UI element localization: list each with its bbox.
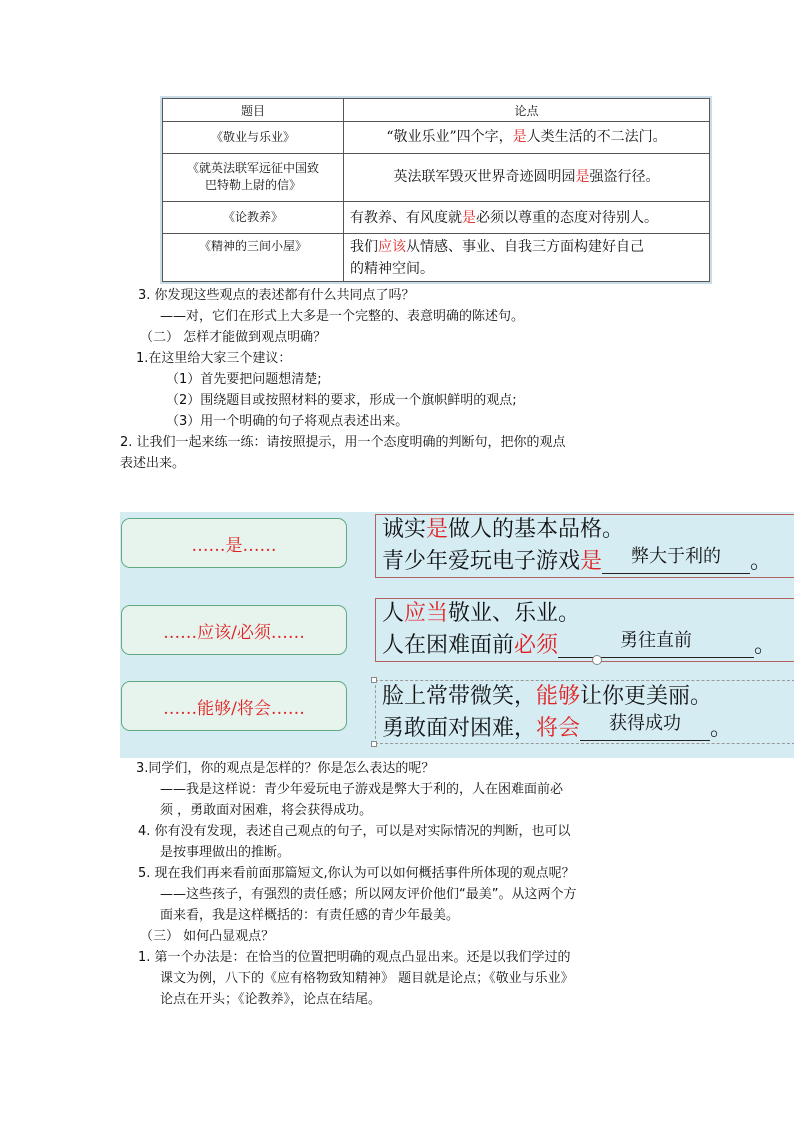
sentence-end: 。: [754, 633, 777, 658]
row-thesis: [344, 153, 710, 201]
fill-blank-1[interactable]: [602, 547, 750, 574]
row-title: 《敬业与乐业》: [163, 122, 344, 154]
suggestion-1: （1）首先要把问题想清楚;: [166, 372, 322, 387]
box2-line2: [382, 631, 776, 661]
question-5-line1: 5. 现在我们再来看前面那篇短文,你认为可以如何概括事件所体现的观点呢？: [138, 866, 575, 881]
answer-3b-line1: ——我是这样说：青少年爱玩电子游戏是弊大于利的，人在困难面前必: [160, 782, 564, 797]
pill-nenggou-jianghui: ……能够/将会……: [121, 681, 347, 731]
row-thesis: [344, 202, 710, 234]
question-5-line2: ——这些孩子，有强烈的责任感；所以网友评价他们“最美”。从这两个方: [160, 887, 577, 902]
thesis-text: 从情感、事业、自我三方面构建好自己: [406, 238, 644, 255]
sentence-text: 诚实: [382, 517, 427, 542]
keyword: 是: [426, 517, 449, 542]
table-row: [163, 153, 710, 201]
rotate-handle[interactable]: [592, 655, 602, 665]
sentence-text: 敬业、乐业。: [448, 601, 581, 626]
practice-banner: [120, 512, 794, 758]
table-header-row: [163, 99, 710, 122]
suggestion-2: （2）围绕题目或按照材料的要求，形成一个旗帜鲜明的观点;: [166, 393, 517, 408]
fill-blank-2[interactable]: [558, 631, 754, 658]
section-3-heading: （三） 如何凸显观点？: [140, 929, 275, 944]
fill-blank-3[interactable]: [580, 714, 710, 741]
box1-line2: [382, 547, 772, 577]
keyword: 是: [580, 549, 603, 574]
paragraph-2-line2: 表述出来。: [120, 456, 186, 471]
thesis-text: 我们: [350, 238, 378, 255]
answer-3b-line2: 须 ，勇敢面对困难，将会获得成功。: [160, 803, 373, 818]
box2-line1: [382, 599, 580, 629]
sentence-end: 。: [750, 549, 773, 574]
row-title: [163, 153, 344, 201]
method-1-line3: 论点在开头；《论教养》，论点在结尾。: [160, 992, 382, 1007]
method-1-line1: 1. 第一个办法是：在恰当的位置把明确的观点凸显出来。还是以我们学过的: [138, 950, 571, 965]
keyword: 能够: [536, 684, 581, 709]
answer-3: ——对，它们在形式上大多是一个完整的、表意明确的陈述句。: [160, 309, 525, 324]
thesis-text: 人类生活的不二法门。: [526, 129, 667, 146]
keyword: 应当: [404, 601, 449, 626]
thesis-keyword: 是: [575, 169, 590, 186]
header-thesis: 论点: [344, 99, 710, 122]
row-thesis: [344, 234, 710, 282]
sentence-text: 人: [382, 601, 405, 626]
box3-line2: [382, 714, 732, 744]
keyword: 将会: [536, 716, 581, 741]
sentence-text: 人在困难面前: [382, 633, 515, 658]
thesis-text: “敬业乐业”四个字，: [386, 129, 513, 146]
thesis-text: 强盗行径。: [589, 169, 660, 186]
row-thesis: [344, 122, 710, 154]
thesis-text: 有教养、有风度就: [350, 209, 462, 226]
pill-shi: ……是……: [121, 518, 347, 568]
table-row: [163, 234, 710, 282]
sentence-end: 。: [710, 716, 733, 741]
question-4-line2: 是按事理做出的推断。: [160, 845, 291, 860]
row-title: 《精神的三间小屋》: [163, 234, 344, 282]
keyword: 必须: [514, 633, 559, 658]
thesis-text: 的精神空间。: [350, 260, 434, 277]
sentence-text: 勇敢面对困难，: [382, 716, 537, 741]
question-3b: 3.同学们，你的观点是怎样的？你是怎么表达的呢？: [136, 761, 435, 776]
selection-handle[interactable]: [371, 677, 377, 683]
sentence-text: 脸上常带微笑，: [382, 684, 537, 709]
question-3: 3. 你发现这些观点的表述都有什么共同点了吗？: [138, 288, 415, 303]
sentence-text: 青少年爱玩电子游戏: [382, 549, 581, 574]
section-2-heading: （二） 怎样才能做到观点明确？: [140, 330, 327, 345]
paragraph-1: 1.在这里给大家三个建议：: [136, 351, 292, 366]
sentence-text: 做人的基本品格。: [448, 517, 625, 542]
thesis-text: 英法联军毁灭世界奇迹圆明园: [393, 169, 576, 186]
method-1-line2: 课文为例，八下的《应有格物致知精神》 题目就是论点；《敬业与乐业》: [160, 971, 574, 986]
sentence-text: 让你更美丽。: [580, 684, 713, 709]
header-title: 题目: [163, 99, 344, 122]
box3-line1: [382, 682, 712, 712]
suggestion-3: （3）用一个明确的句子将观点表述出来。: [166, 414, 409, 429]
fill-answer: 勇往直前: [620, 630, 693, 651]
table-row: [163, 202, 710, 234]
fill-answer: 获得成功: [609, 713, 682, 734]
box1-line1: [382, 515, 624, 545]
thesis-keyword: 应该: [378, 238, 406, 255]
question-4-line1: 4. 你有没有发现，表述自己观点的句子，可以是对实际情况的判断，也可以: [138, 824, 571, 839]
title-line: 《就英法联军远征中国致: [186, 161, 319, 176]
row-title: 《论教养》: [163, 202, 344, 234]
title-line: 巴特勒上尉的信》: [204, 178, 301, 193]
paragraph-2-line1: 2. 让我们一起来练一练：请按照提示，用一个态度明确的判断句，把你的观点: [120, 435, 566, 450]
fill-answer: 弊大于利的: [631, 546, 722, 567]
selection-handle[interactable]: [371, 741, 377, 747]
thesis-text: 必须以尊重的态度对待别人。: [476, 209, 658, 226]
thesis-keyword: 是: [512, 129, 527, 146]
thesis-table: [160, 96, 712, 284]
table-row: [163, 122, 710, 154]
thesis-keyword: 是: [462, 209, 476, 226]
pill-yinggai-bixu: ……应该/必须……: [121, 605, 347, 655]
question-5-line3: 面来看，我是这样概括的：有责任感的青少年最美。: [160, 908, 460, 923]
